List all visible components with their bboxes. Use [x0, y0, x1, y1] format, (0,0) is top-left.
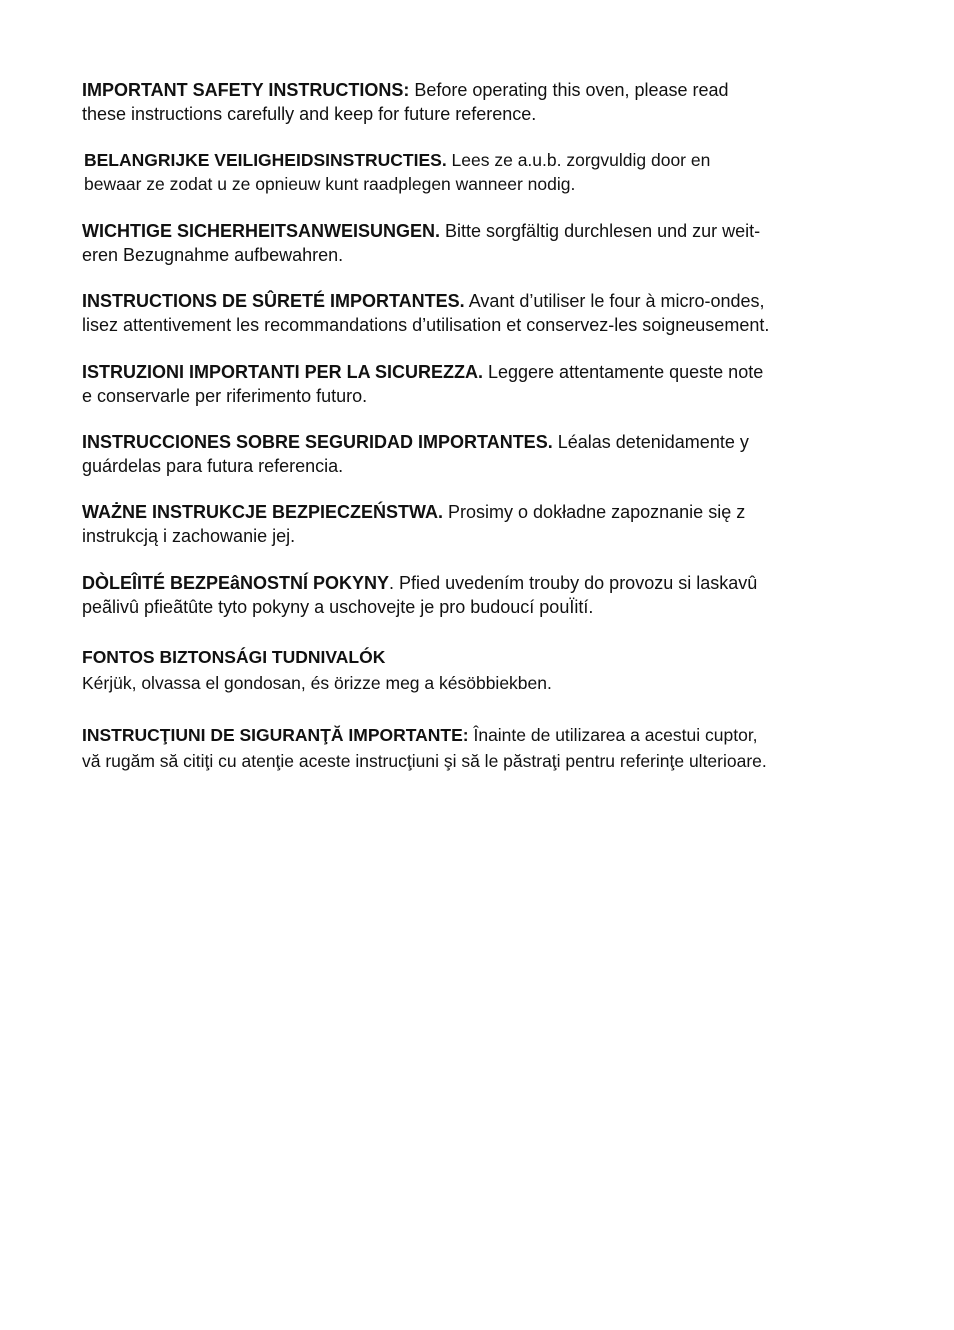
section-line-2: Kérjük, olvassa el gondosan, és örizze meg a késöbbiekben.: [82, 673, 552, 693]
section-heading: FONTOS BIZTONSÁGI TUDNIVALÓK: [82, 647, 386, 667]
section-line-1: [82, 722, 767, 748]
section-text: Bitte sorgfältig durchlesen und zur weit-: [440, 221, 761, 241]
safety-instructions-czech: [82, 571, 757, 619]
safety-instructions-dutch: [84, 148, 710, 196]
section-line-2: peãlivû pfieãtûte tyto pokyny a uschovejte je pro budoucí pouÏití.: [82, 597, 594, 617]
safety-instructions-spanish: [82, 430, 749, 478]
section-text: Înainte de utilizarea a acestui cuptor,: [468, 725, 758, 745]
section-text: Before operating this oven, please read: [409, 80, 729, 100]
section-line-2: e conservarle per riferimento futuro.: [82, 386, 368, 406]
section-line-2: lisez attentivement les recommandations d’utilisation et conservez-les soigneusement.: [82, 315, 770, 335]
section-line-2: these instructions carefully and keep for future reference.: [82, 104, 537, 124]
section-text: Prosimy o dokładne zapoznanie się z: [443, 502, 746, 522]
section-line-1: [82, 430, 749, 454]
safety-instructions-german: [82, 219, 760, 267]
section-heading: WICHTIGE SICHERHEITSANWEISUNGEN.: [82, 221, 441, 241]
section-line-1: [82, 571, 757, 595]
safety-instructions-romanian: [82, 722, 767, 774]
section-line-2: vă rugăm să citiţi cu atenţie aceste instrucţiuni şi să le păstraţi pentru referinţe ulterioare.: [82, 751, 767, 771]
safety-instructions-polish: [82, 500, 745, 548]
section-line-1: [82, 78, 729, 102]
section-line-2: eren Bezugnahme aufbewahren.: [82, 245, 344, 265]
section-line-1: [82, 289, 769, 313]
section-heading: ISTRUZIONI IMPORTANTI PER LA SICUREZZA.: [82, 362, 483, 382]
section-line-2: instrukcją i zachowanie jej.: [82, 526, 296, 546]
safety-instructions-french: [82, 289, 769, 337]
section-line-1: [82, 500, 745, 524]
section-heading: DÒLEÎITÉ BEZPEâNOSTNÍ POKYNY: [82, 573, 390, 593]
section-line-1: [82, 360, 763, 384]
safety-instructions-hungarian: [82, 644, 552, 696]
section-text: . Pfied uvedením trouby do provozu si laskavû: [389, 573, 758, 593]
section-text: Leggere attentamente queste note: [483, 362, 764, 382]
section-line-2: guárdelas para futura referencia.: [82, 456, 344, 476]
section-line-2: bewaar ze zodat u ze opnieuw kunt raadplegen wanneer nodig.: [84, 174, 576, 194]
section-heading: IMPORTANT SAFETY INSTRUCTIONS:: [82, 80, 410, 100]
section-line-1: [84, 148, 710, 172]
section-text: Avant d’utiliser le four à micro-ondes,: [464, 291, 765, 311]
section-line-1: [82, 219, 760, 243]
section-heading: BELANGRIJKE VEILIGHEIDSINSTRUCTIES.: [84, 150, 447, 170]
section-heading: INSTRUCCIONES SOBRE SEGURIDAD IMPORTANTES.: [82, 432, 553, 452]
section-text: Léalas detenidamente y: [552, 432, 749, 452]
safety-instructions-english: [82, 78, 729, 126]
section-text: Lees ze a.u.b. zorgvuldig door en: [446, 150, 711, 170]
section-heading: INSTRUCŢIUNI DE SIGURANŢĂ IMPORTANTE:: [82, 725, 469, 745]
section-line-1: [82, 644, 552, 670]
section-heading: WAŻNE INSTRUKCJE BEZPIECZEŃSTWA.: [82, 502, 444, 522]
section-heading: INSTRUCTIONS DE SÛRETÉ IMPORTANTES.: [82, 291, 465, 311]
safety-instructions-italian: [82, 360, 763, 408]
